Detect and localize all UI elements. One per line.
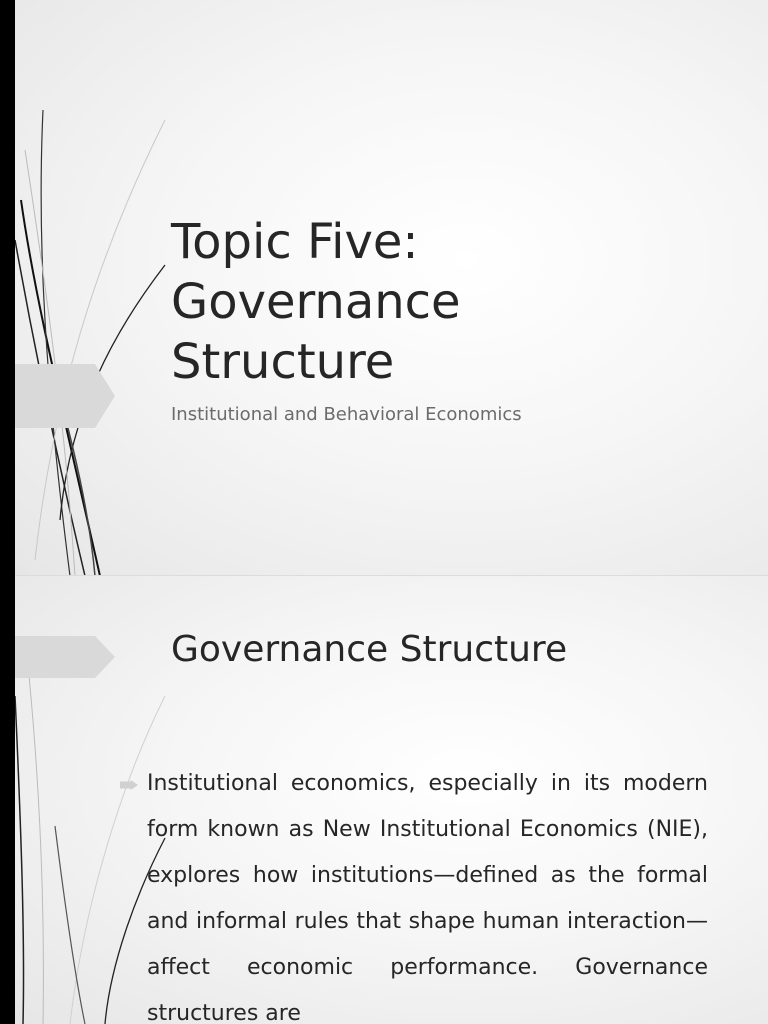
arrow-tab-icon [15,364,115,428]
left-black-bar [0,0,15,1024]
bullet-paragraph: Institutional economics, especially in its modern form known as New Institutional Economics (NIE), explores how institutions—defined as the formal and informal rules that shape human interaction—affect economic performance. Governance structures are [147,771,708,1024]
slide-content [15,576,768,1024]
slide-subtitle: Institutional and Behavioral Economics [171,404,522,425]
title-line-3: Structure [171,334,395,390]
arrow-tab-icon [15,636,115,678]
slide-title-text [171,212,731,392]
slide-title [15,0,768,576]
title-line-2: Governance [171,274,461,330]
title-line-1: Topic Five: [171,214,419,270]
section-heading: Governance Structure [171,629,568,670]
